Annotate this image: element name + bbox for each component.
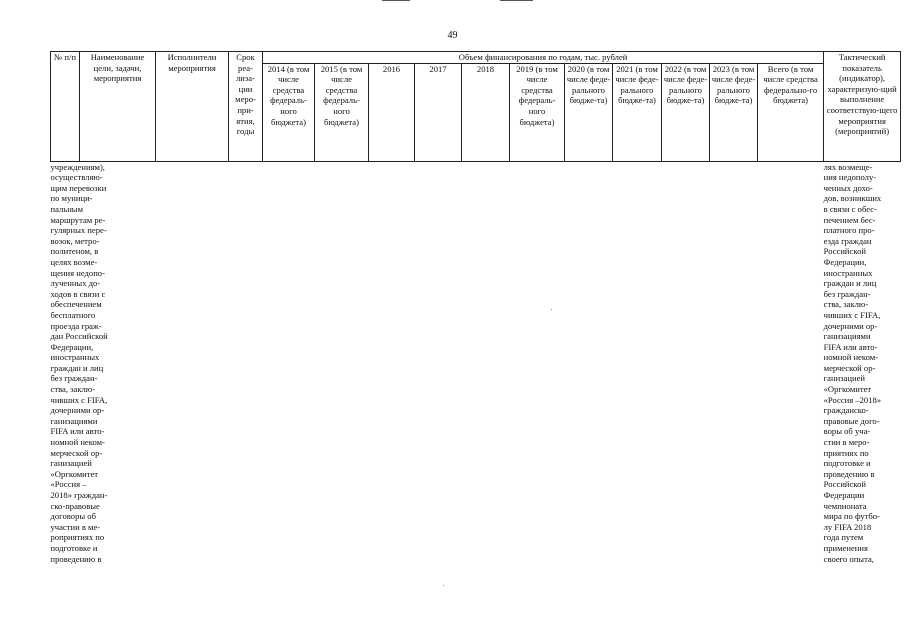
page-number: 49	[447, 30, 458, 41]
program-table	[50, 51, 901, 564]
name-text-line: целях возме-	[50, 256, 98, 267]
col-2018-header: 2018	[462, 63, 510, 161]
indicator-text-line: своего опыта,	[823, 553, 874, 564]
name-text-line: пальным	[50, 203, 84, 214]
col-2021-header: 2021 (в том числе феде-рального бюдже-та)	[613, 63, 662, 161]
empty-cells	[156, 161, 824, 564]
name-text-line: маршрутам ре-	[50, 214, 106, 225]
indicator-text-line: Федерации,	[823, 256, 867, 267]
indicator-text-line: в связи с обес-	[823, 203, 877, 214]
col-2023-header: 2023 (в том числе феде-рального бюдже-та)	[710, 63, 758, 161]
col-name-header: Наименование цели, задачи, мероприятия	[80, 52, 156, 162]
indicator-text-line: ченных дохо-	[823, 182, 873, 193]
indicator-text-line: гражданско-	[823, 405, 869, 416]
name-text-line: бесплатного	[50, 309, 96, 320]
name-text-line: участии в ме-	[50, 521, 101, 532]
indicator-text-line: ства, заклю-	[823, 299, 869, 310]
indicator-text-line: проведению в	[823, 468, 875, 479]
name-text-line: номной неком-	[50, 437, 105, 448]
col-total-header: Всего (в том числе средства федерально-го бюджета)	[758, 63, 824, 161]
name-text-line: осуществляю-	[50, 172, 103, 183]
name-text-line: ганизацией	[50, 458, 92, 469]
indicator-text-line: номной неком-	[823, 352, 879, 363]
name-text-line: щения недопо-	[50, 267, 105, 278]
name-text-line: FIFA или авто-	[50, 426, 105, 437]
indicator-text-line: ния недополу-	[823, 172, 877, 183]
indicator-text-line: подготовке и	[823, 458, 871, 469]
indicator-text-line: чивших с FIFA,	[823, 309, 881, 320]
indicator-text-line: применения	[823, 542, 868, 553]
indicator-text-line: «Оргкомитет	[823, 384, 872, 395]
col-2016-header: 2016	[369, 63, 415, 161]
indicator-text-line: FIFA или авто-	[823, 341, 878, 352]
indicator-text-line: платного про-	[823, 225, 875, 236]
indicator-text-line: дов, возникших	[823, 193, 882, 204]
indicator-text-line: лях возмеще-	[823, 161, 873, 172]
col-executors-header: Исполнители мероприятия	[156, 52, 229, 162]
col-2015-header: 2015 (в том числе средства федераль-ного бюджета)	[315, 63, 369, 161]
indicator-text-line: лу FIFA 2018	[823, 521, 872, 532]
scan-speck	[443, 585, 444, 586]
col-2020-header: 2020 (в том числе феде-рального бюдже-та)	[565, 63, 613, 161]
indicator-text-line: воры об уча-	[823, 426, 871, 437]
name-text-line: учреждениям),	[50, 161, 105, 172]
name-text-line: по муници-	[50, 193, 93, 204]
name-text-line: граждан и лиц	[50, 362, 104, 373]
top-rule-right	[500, 0, 533, 1]
name-text-line: «Россия –	[50, 479, 87, 490]
name-text-line: ганизациями	[50, 415, 98, 426]
indicator-text-line: «Россия –2018»	[823, 394, 882, 405]
name-text-block	[51, 162, 156, 565]
name-text-line: обеспечением	[50, 299, 102, 310]
indicator-text-line: мира по футбо-	[823, 511, 880, 522]
name-text-line: договоры об	[50, 511, 96, 522]
name-text-line: подготовке и	[50, 542, 98, 553]
col-indicator-header: Тактический показатель (индикатор), характеризую-щий выполнение соответствую-щего мероприятия (мероприятий)	[824, 52, 901, 162]
name-text-line: политеном, в	[50, 246, 99, 257]
col-2019-header: 2019 (в том числе средства федераль-ного бюджета)	[510, 63, 565, 161]
indicator-text-line: иностранных	[823, 267, 873, 278]
indicator-text-line: дочерними ор-	[823, 320, 878, 331]
col-num-header: № п/п	[51, 52, 80, 162]
indicator-text-block	[824, 162, 901, 565]
indicator-text-line: чемпионата	[823, 500, 867, 511]
indicator-text-line: ганизациями	[823, 331, 871, 342]
indicator-text-line: правовые дого-	[823, 415, 880, 426]
name-text-line: чивших с FIFA,	[50, 394, 108, 405]
name-text-line: иностранных	[50, 352, 100, 363]
indicator-cell	[824, 161, 901, 564]
name-text-line: без граждан-	[50, 373, 98, 384]
indicator-text-line: граждан и лиц	[823, 278, 877, 289]
name-text-line: «Оргкомитет	[50, 468, 99, 479]
indicator-text-line: Российской	[823, 246, 866, 257]
col-2022-header: 2022 (в том числе феде-рального бюдже-та)	[662, 63, 710, 161]
name-text-line: ходов в связи с	[50, 288, 106, 299]
col-term-header: Срок реа-лиза-ции меро-при-ятия, годы	[229, 52, 263, 162]
indicator-text-line: приятиях по	[823, 447, 869, 458]
indicator-text-line: ганизацией	[823, 373, 865, 384]
indicator-text-line: без граждан-	[823, 288, 871, 299]
top-rule-left	[382, 0, 410, 1]
name-text-line: ства, заклю-	[50, 384, 96, 395]
name-cell	[51, 161, 156, 564]
name-text-line: мерческой ор-	[50, 447, 103, 458]
name-text-line: дочерними ор-	[50, 405, 105, 416]
name-text-line: щим перевозки	[50, 182, 107, 193]
name-text-line: проведению в	[50, 553, 102, 564]
col-2014-header: 2014 (в том числе средства федераль-ного бюджета)	[263, 63, 315, 161]
scan-speck	[551, 309, 552, 310]
indicator-text-line: Российской	[823, 479, 866, 490]
name-text-line: возок, метро-	[50, 235, 100, 246]
indicator-text-line: стии в меро-	[823, 437, 870, 448]
indicator-text-line: езда граждан	[823, 235, 872, 246]
indicator-text-line: года путем	[823, 532, 864, 543]
indicator-text-line: Федерации	[823, 490, 865, 500]
name-text-line: дан Российской	[50, 331, 108, 342]
name-text-line: гулярных пере-	[50, 225, 107, 236]
name-text-line: Федерации,	[50, 341, 94, 352]
name-text-line: проезда граж-	[50, 320, 102, 331]
name-text-line: ско-правовые	[50, 500, 100, 511]
table-row	[51, 161, 901, 564]
col-financing-header: Объем финансирования по годам, тыс. рублей	[263, 52, 824, 64]
name-text-line: 2018» граждан-	[50, 490, 108, 500]
indicator-text-line: мерческой ор-	[823, 362, 876, 373]
name-text-line: роприятиях по	[50, 532, 105, 543]
col-2017-header: 2017	[415, 63, 462, 161]
name-text-line: лученных до-	[50, 278, 101, 289]
indicator-text-line: печением бес-	[823, 214, 876, 225]
